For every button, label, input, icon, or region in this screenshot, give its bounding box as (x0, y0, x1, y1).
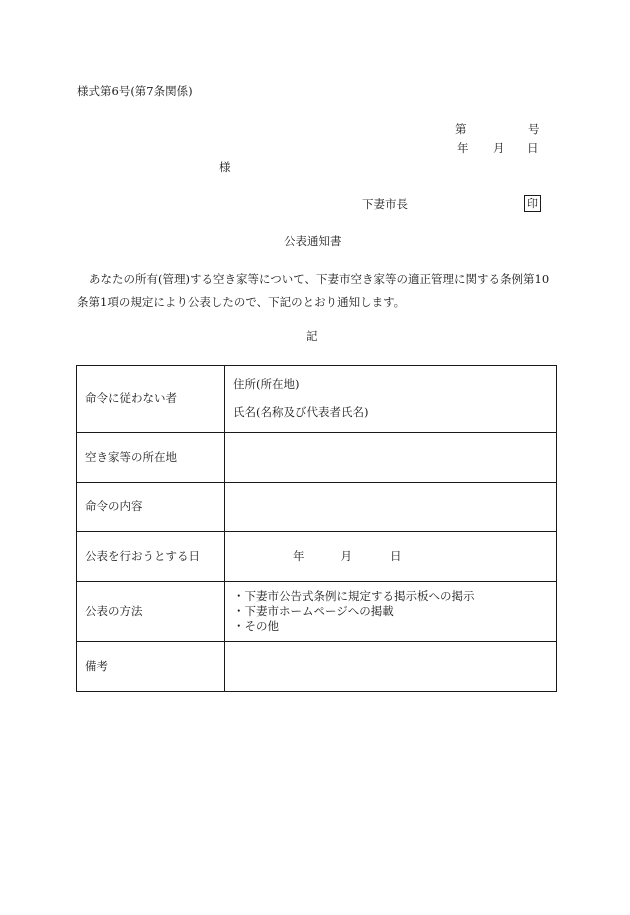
pub-year-label: 年 (293, 548, 305, 563)
pub-day-label: 日 (390, 548, 402, 563)
number-suffix: 号 (528, 122, 540, 136)
row-value-remarks (225, 642, 557, 692)
ki-heading: 記 (306, 329, 318, 343)
name-label: 氏名(名称及び代表者氏名) (233, 405, 369, 419)
row-value-method (225, 582, 557, 642)
method-item: ・その他 (233, 619, 279, 633)
row-label-remarks: 備考 (77, 642, 225, 692)
notice-table (76, 365, 557, 692)
body-paragraph: あなたの所有(管理)する空き家等について、下妻市空き家等の適正管理に関する条例第10条第1項の規定により公表したので、下記のとおり通知します。 (77, 272, 550, 309)
addressee-suffix: 様 (219, 160, 231, 174)
number-prefix: 第 (455, 122, 467, 136)
row-label-method: 公表の方法 (77, 582, 225, 642)
row-value-noncompliant (225, 366, 557, 433)
row-label-noncompliant: 命令に従わない者 (77, 366, 225, 433)
date-year-label: 年 (457, 141, 469, 155)
row-value-location (225, 433, 557, 483)
method-item: ・下妻市公告式条例に規定する掲示板への掲示 (233, 589, 475, 603)
method-item: ・下妻市ホームページへの掲載 (233, 604, 394, 618)
table-row (77, 483, 557, 532)
row-label-order-content: 命令の内容 (77, 483, 225, 532)
address-label: 住所(所在地) (233, 377, 300, 392)
table-row (77, 642, 557, 692)
table-row (77, 366, 557, 433)
row-value-publication-date (225, 532, 557, 582)
table-row (77, 433, 557, 483)
row-value-order-content (225, 483, 557, 532)
date-day-label: 日 (527, 141, 539, 155)
form-number: 様式第6号(第7条関係) (77, 84, 193, 98)
document-title: 公表通知書 (284, 234, 342, 248)
table-row (77, 582, 557, 642)
seal-mark: 印 (524, 195, 541, 212)
table-row (77, 532, 557, 582)
sender-name: 下妻市長 (362, 197, 408, 211)
row-label-publication-date: 公表を行おうとする日 (77, 532, 225, 582)
row-label-location: 空き家等の所在地 (77, 433, 225, 483)
pub-month-label: 月 (340, 548, 352, 563)
date-month-label: 月 (493, 141, 505, 155)
